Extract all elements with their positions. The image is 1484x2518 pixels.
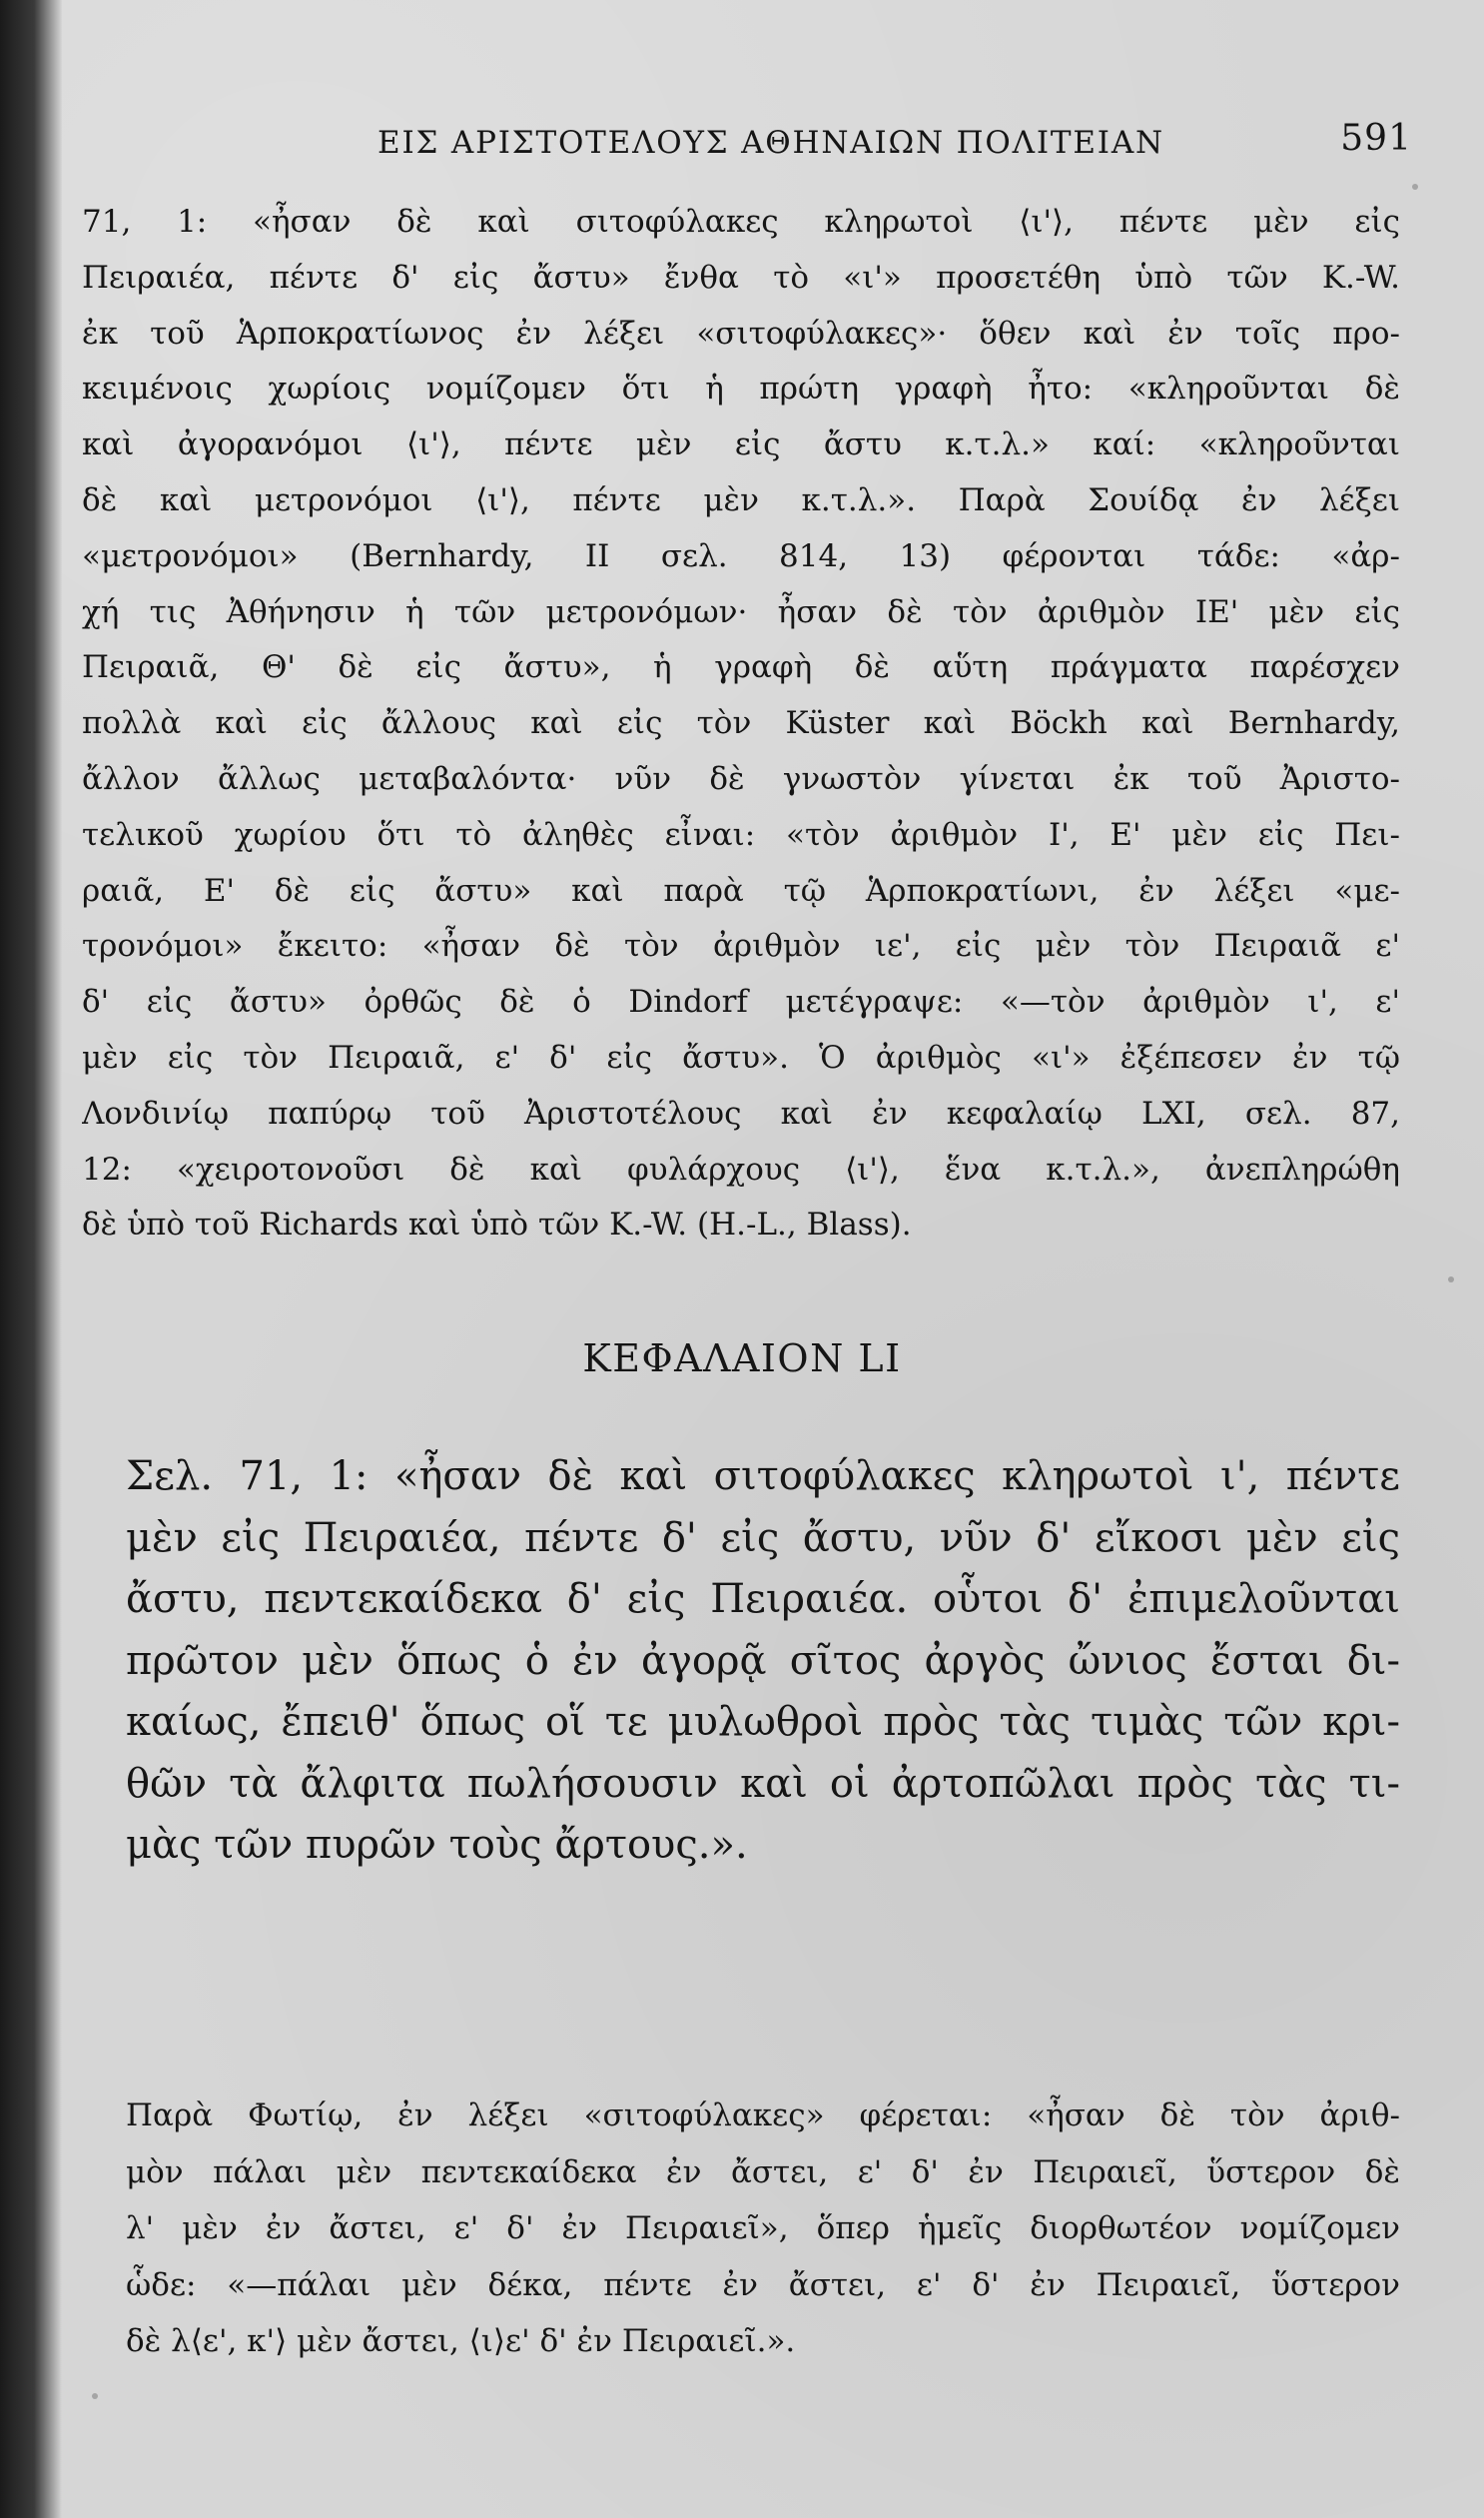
main-text-section [126, 1446, 1400, 1877]
notes-line: Πειραιᾶ, Θ' δὲ εἰς ἄστυ», ἡ γραφὴ δὲ αὕτη πράγματα παρέσχεν [82, 649, 1400, 686]
main-text-line: πρῶτον μὲν ὅπως ὁ ἐν ἀγορᾷ σῖτος ἀργὸς ὤνιος ἔσται δι- [126, 1637, 1400, 1684]
main-text-line: μὲν εἰς Πειραιέα, πέντε δ' εἰς ἄστυ, νῦν δ' εἴκοσι μὲν εἰς [126, 1514, 1400, 1561]
notes-line: δὲ ὑπὸ τοῦ Richards καὶ ὑπὸ τῶν K.-W. (H.-L., Blass). [82, 1207, 912, 1244]
notes-line: δὲ καὶ μετρονόμοι ⟨ι'⟩, πέντε μὲν κ.τ.λ.». Παρὰ Σουίδᾳ ἐν λέξει [82, 481, 1400, 518]
main-text-line: μὰς τῶν πυρῶν τοὺς ἄρτους.». [126, 1822, 748, 1868]
chapter-heading: ΚΕΦΑΛΑΙΟΝ LI [582, 1336, 902, 1380]
page-number: 591 [1340, 118, 1412, 159]
notes-line: μὲν εἰς τὸν Πειραιᾶ, ε' δ' εἰς ἄστυ». Ὁ ἀριθμὸς «ι'» ἐξέπεσεν ἐν τῷ [82, 1039, 1400, 1076]
notes-line: χή τις Ἀθήνησιν ἡ τῶν μετρονόμων· ἦσαν δὲ τὸν ἀριθμὸν ΙΕ' μὲν εἰς [82, 593, 1400, 630]
notes-line: δ' εἰς ἄστυ» ὀρθῶς δὲ ὁ Dindorf μετέγραψε: «—τὸν ἀριθμὸν ι', ε' [82, 984, 1400, 1021]
notes-line: τρονόμοι» ἔκειτο: «ἦσαν δὲ τὸν ἀριθμὸν ιε', εἰς μὲν τὸν Πειραιᾶ ε' [82, 928, 1400, 965]
main-text-line: καίως, ἔπειθ' ὅπως οἵ τε μυλωθροὶ πρὸς τὰς τιμὰς τῶν κρι- [126, 1699, 1400, 1745]
print-speck [1412, 184, 1418, 190]
appendix-line: λ' μὲν ἐν ἄστει, ε' δ' ἐν Πειραιεῖ», ὅπερ ἡμεῖς διορθωτέον νομίζομεν [126, 2210, 1400, 2246]
page-header [130, 118, 1412, 168]
notes-line: πολλὰ καὶ εἰς ἄλλους καὶ εἰς τὸν Küster καὶ Böckh καὶ Bernhardy, [82, 705, 1400, 742]
appendix-section [126, 2088, 1400, 2370]
notes-line: ἄλλον ἄλλως μεταβαλόντα· νῦν δὲ γνωστὸν γίνεται ἐκ τοῦ Ἀριστο- [82, 760, 1400, 797]
appendix-line: δὲ λ⟨ε', κ'⟩ μὲν ἄστει, ⟨ι⟩ε' δ' ἐν Πειραιεῖ.». [126, 2323, 796, 2359]
notes-line: ἐκ τοῦ Ἁρποκρατίωνος ἐν λέξει «σιτοφύλακες»· ὅθεν καὶ ἐν τοῖς προ- [82, 315, 1400, 352]
notes-line: Πειραιέα, πέντε δ' εἰς ἄστυ» ἔνθα τὸ «ι'» προσετέθη ὑπὸ τῶν K.-W. [82, 259, 1400, 296]
main-text-line: Σελ. 71, 1: «ἦσαν δὲ καὶ σιτοφύλακες κληρωτοὶ ι', πέντε [126, 1453, 1400, 1499]
notes-line: Λονδινίῳ παπύρῳ τοῦ Ἀριστοτέλους καὶ ἐν κεφαλαίῳ LXI, σελ. 87, [82, 1095, 1400, 1132]
notes-line: τελικοῦ χωρίου ὅτι τὸ ἀληθὲς εἶναι: «τὸν ἀριθμὸν Ι', Ε' μὲν εἰς Πει- [82, 816, 1400, 853]
main-text-line: ἄστυ, πεντεκαίδεκα δ' εἰς Πειραιέα. οὗτοι δ' ἐπιμελοῦνται [126, 1576, 1400, 1622]
appendix-line: ὧδε: «—πάλαι μὲν δέκα, πέντε ἐν ἄστει, ε' δ' ἐν Πειραιεῖ, ὕστερον [126, 2266, 1400, 2303]
notes-line: κειμένοις χωρίοις νομίζομεν ὅτι ἡ πρώτη γραφὴ ἦτο: «κληροῦνται δὲ [82, 371, 1400, 408]
print-speck [92, 2393, 98, 2399]
notes-section [82, 195, 1400, 1254]
notes-line: ραιᾶ, Ε' δὲ εἰς ἄστυ» καὶ παρὰ τῷ Ἁρποκρατίωνι, ἐν λέξει «με- [82, 872, 1400, 909]
print-speck [1448, 1276, 1454, 1282]
notes-line: 71, 1: «ἦσαν δὲ καὶ σιτοφύλακες κληρωτοὶ ⟨ι'⟩, πέντε μὲν εἰς [82, 204, 1400, 240]
appendix-line: Παρὰ Φωτίῳ, ἐν λέξει «σιτοφύλακες» φέρεται: «ἦσαν δὲ τὸν ἀριθ- [126, 2098, 1400, 2133]
main-text-line: θῶν τὰ ἄλφιτα πωλήσουσιν καὶ οἱ ἀρτοπῶλαι πρὸς τὰς τι- [126, 1760, 1400, 1807]
appendix-line: μὸν πάλαι μὲν πεντεκαίδεκα ἐν ἄστει, ε' δ' ἐν Πειραιεῖ, ὕστερον δὲ [126, 2153, 1400, 2190]
notes-line: καὶ ἀγορανόμοι ⟨ι'⟩, πέντε μὲν εἰς ἄστυ κ.τ.λ.» καί: «κληροῦνται [82, 426, 1400, 463]
notes-line: «μετρονόμοι» (Bernhardy, II σελ. 814, 13) φέρονται τάδε: «ἀρ- [82, 537, 1400, 574]
page-gutter-shadow [0, 0, 62, 2518]
notes-line: 12: «χειροτονοῦσι δὲ καὶ φυλάρχους ⟨ι'⟩, ἕνα κ.τ.λ.», ἀνεπληρώθη [82, 1151, 1400, 1188]
running-head: ΕΙΣ ΑΡΙΣΤΟΤΕΛΟΥΣ ΑΘΗΝΑΙΩΝ ΠΟΛΙΤΕΙΑΝ [377, 125, 1164, 161]
